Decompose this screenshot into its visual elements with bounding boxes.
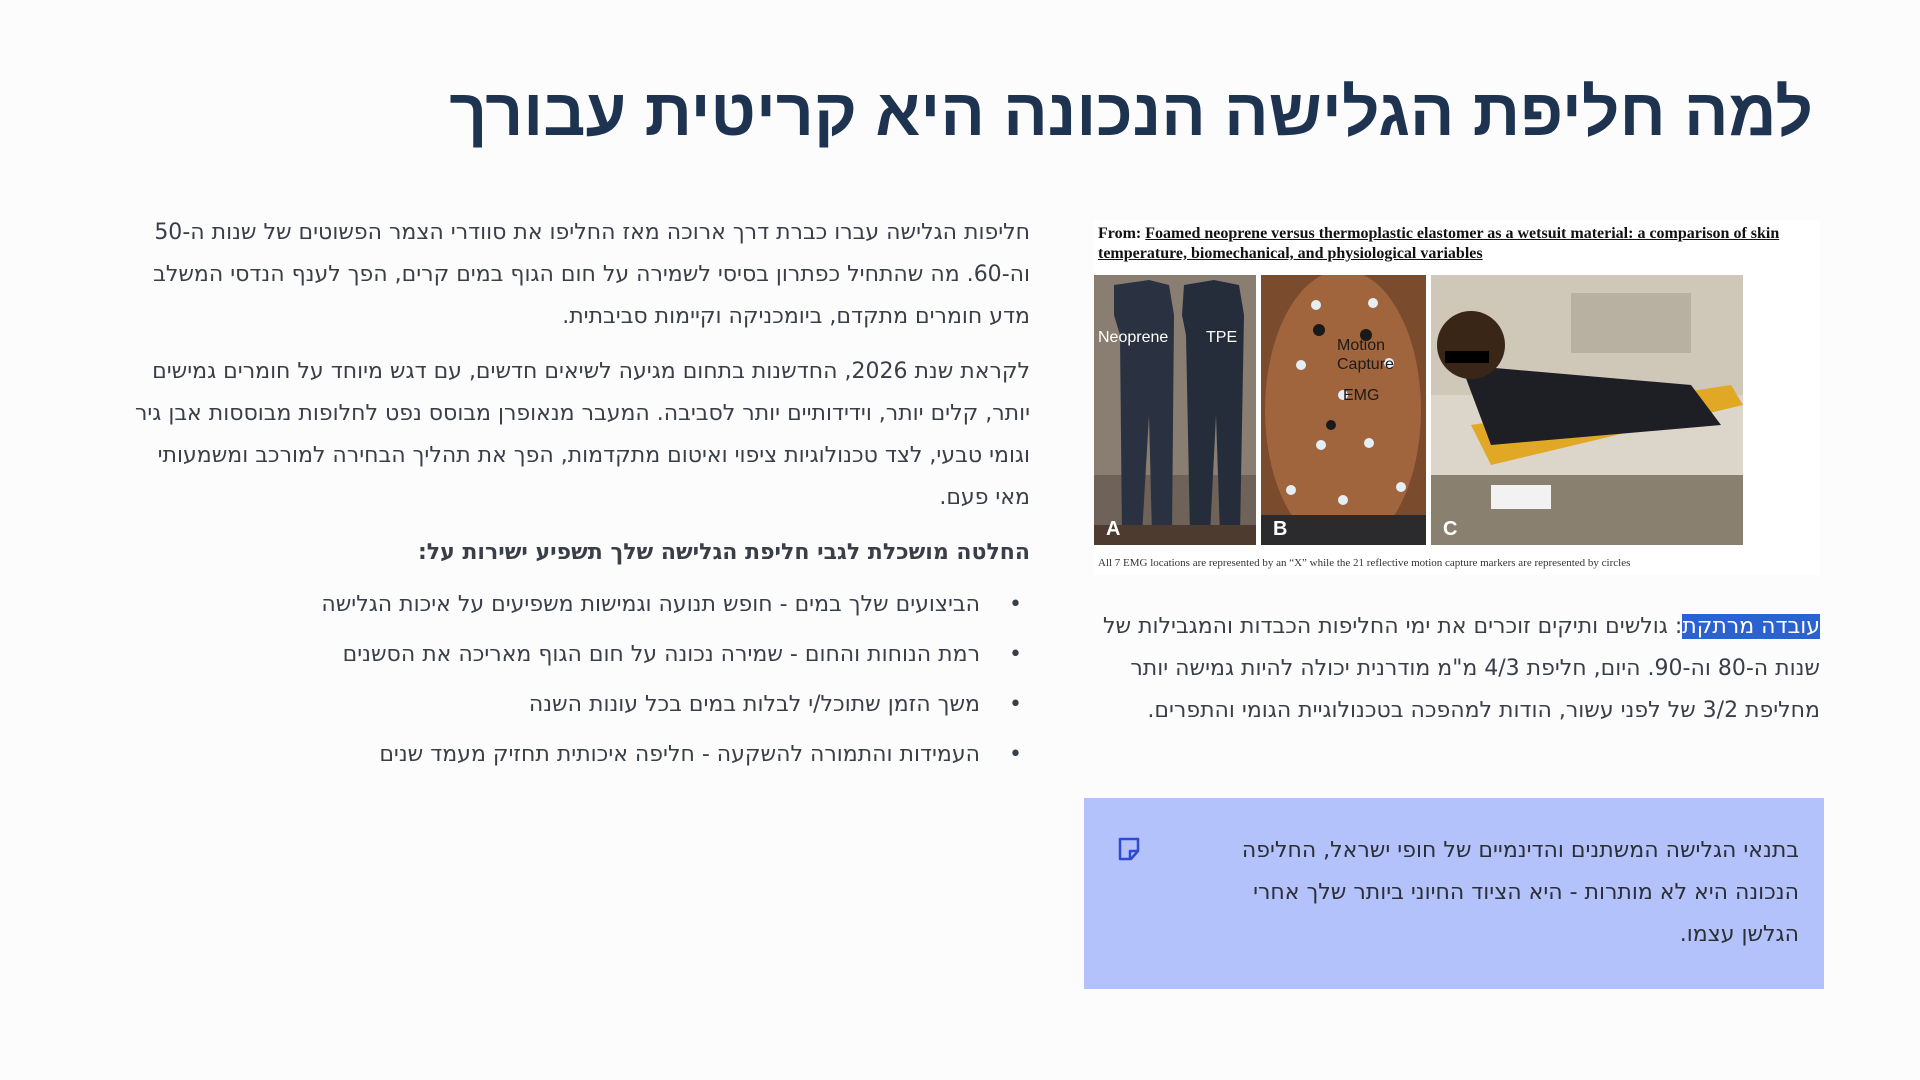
figure-panel-c — [1431, 275, 1743, 545]
surfer-test-photo — [1431, 275, 1743, 545]
capture-label: Capture — [1337, 356, 1394, 373]
list-item: • הביצועים שלך במים - חופש תנועה וגמישות משפיעים על איכות הגלישה — [122, 590, 980, 620]
intro-paragraph-2: לקראת שנת 2026, החדשנות בתחום מגיעה לשיאים חדשים, עם דגש מיוחד על חומרים גמישים יותר, קלים יותר, וידידותיים יותר לסביבה. המעבר מנאופרן מבוסס נפט לחלופות מבוססות אבן גיר וגומי טבעי, לצד טכנולוגיות ציפוי ואיטום מתקדמות, הפך את תהליך הבחירה למורכב ומשמעותי מאי פעם. — [134, 359, 1030, 510]
fun-fact-body: : גולשים ותיקים זוכרים את ימי החליפות הכבדות והמגבילות של שנות ה-80 וה-90. היום, חליפת 4/3 מ"מ מודרנית יכולה להיות גמישה יותר מחליפת 3/2 של לפני עשור, הודות למהפכה בטכנולוגיית הגומי והתפרים. — [1102, 614, 1820, 723]
figure-panel-a — [1094, 275, 1256, 545]
note-text: בתנאי הגלישה המשתנים והדינמיים של חופי ישראל, החליפה הנכונה היא לא מותרות - היא הציוד החיוני ביותר שלך אחרי הגלשן עצמו. — [1241, 838, 1799, 947]
impact-list — [122, 590, 1030, 770]
fun-fact-paragraph — [1094, 606, 1820, 732]
panel-c-letter: C — [1443, 518, 1458, 540]
list-item: • העמידות והתמורה להשקעה - חליפה איכותית תחזיק מעמד שנים — [122, 740, 980, 770]
decision-heading: החלטה מושכלת לגבי חליפת הגלישה שלך תשפיע ישירות על: — [417, 540, 1030, 565]
tpe-label: TPE — [1206, 329, 1238, 346]
page-title: למה חליפת הגלישה הנכונה היא קריטית עבורך — [449, 75, 1813, 149]
note-icon — [1116, 836, 1142, 862]
intro-column — [122, 212, 1030, 790]
list-item: • רמת הנוחות והחום - שמירה נכונה על חום הגוף מאריכה את הסשנים — [122, 640, 980, 670]
list-item: • משך הזמן שתוכל/י לבלות במים בכל עונות השנה — [122, 690, 980, 720]
back-markers-photo — [1261, 275, 1426, 545]
figure-footnote: All 7 EMG locations are represented by an “X” while the 21 reflective motion capture markers are represented by circles — [1098, 557, 1631, 569]
motion-label: Motion — [1337, 337, 1386, 354]
emg-label: EMG — [1343, 387, 1380, 404]
figure-source-link[interactable]: Foamed neoprene versus thermoplastic elastomer as a wetsuit material: a comparison of skin temperature, biomechanical, and physiological variables — [1098, 225, 1780, 262]
neoprene-label: Neoprene — [1098, 329, 1169, 346]
figure-source-caption — [1098, 224, 1808, 264]
wetsuits-photo — [1094, 275, 1256, 545]
figure-from-label: From: — [1098, 225, 1142, 242]
highlighted-fact-label[interactable]: עובדה מרתקת — [1682, 614, 1820, 639]
note-callout — [1084, 798, 1824, 989]
research-figure — [1094, 220, 1820, 575]
figure-panel-b — [1261, 275, 1426, 545]
panel-b-letter: B — [1273, 518, 1288, 540]
intro-paragraph-1: חליפות הגלישה עברו כברת דרך ארוכה מאז החליפו את סוודרי הצמר הפשוטים של שנות ה-50 וה-60. מה שהתחיל כפתרון בסיסי לשמירה על חום הגוף במים קרים, הפך לענף הנדסי המשלב מדע חומרים מתקדם, ביומכניקה וקיימות סביבתית. — [153, 220, 1030, 329]
panel-a-letter: A — [1106, 518, 1121, 540]
